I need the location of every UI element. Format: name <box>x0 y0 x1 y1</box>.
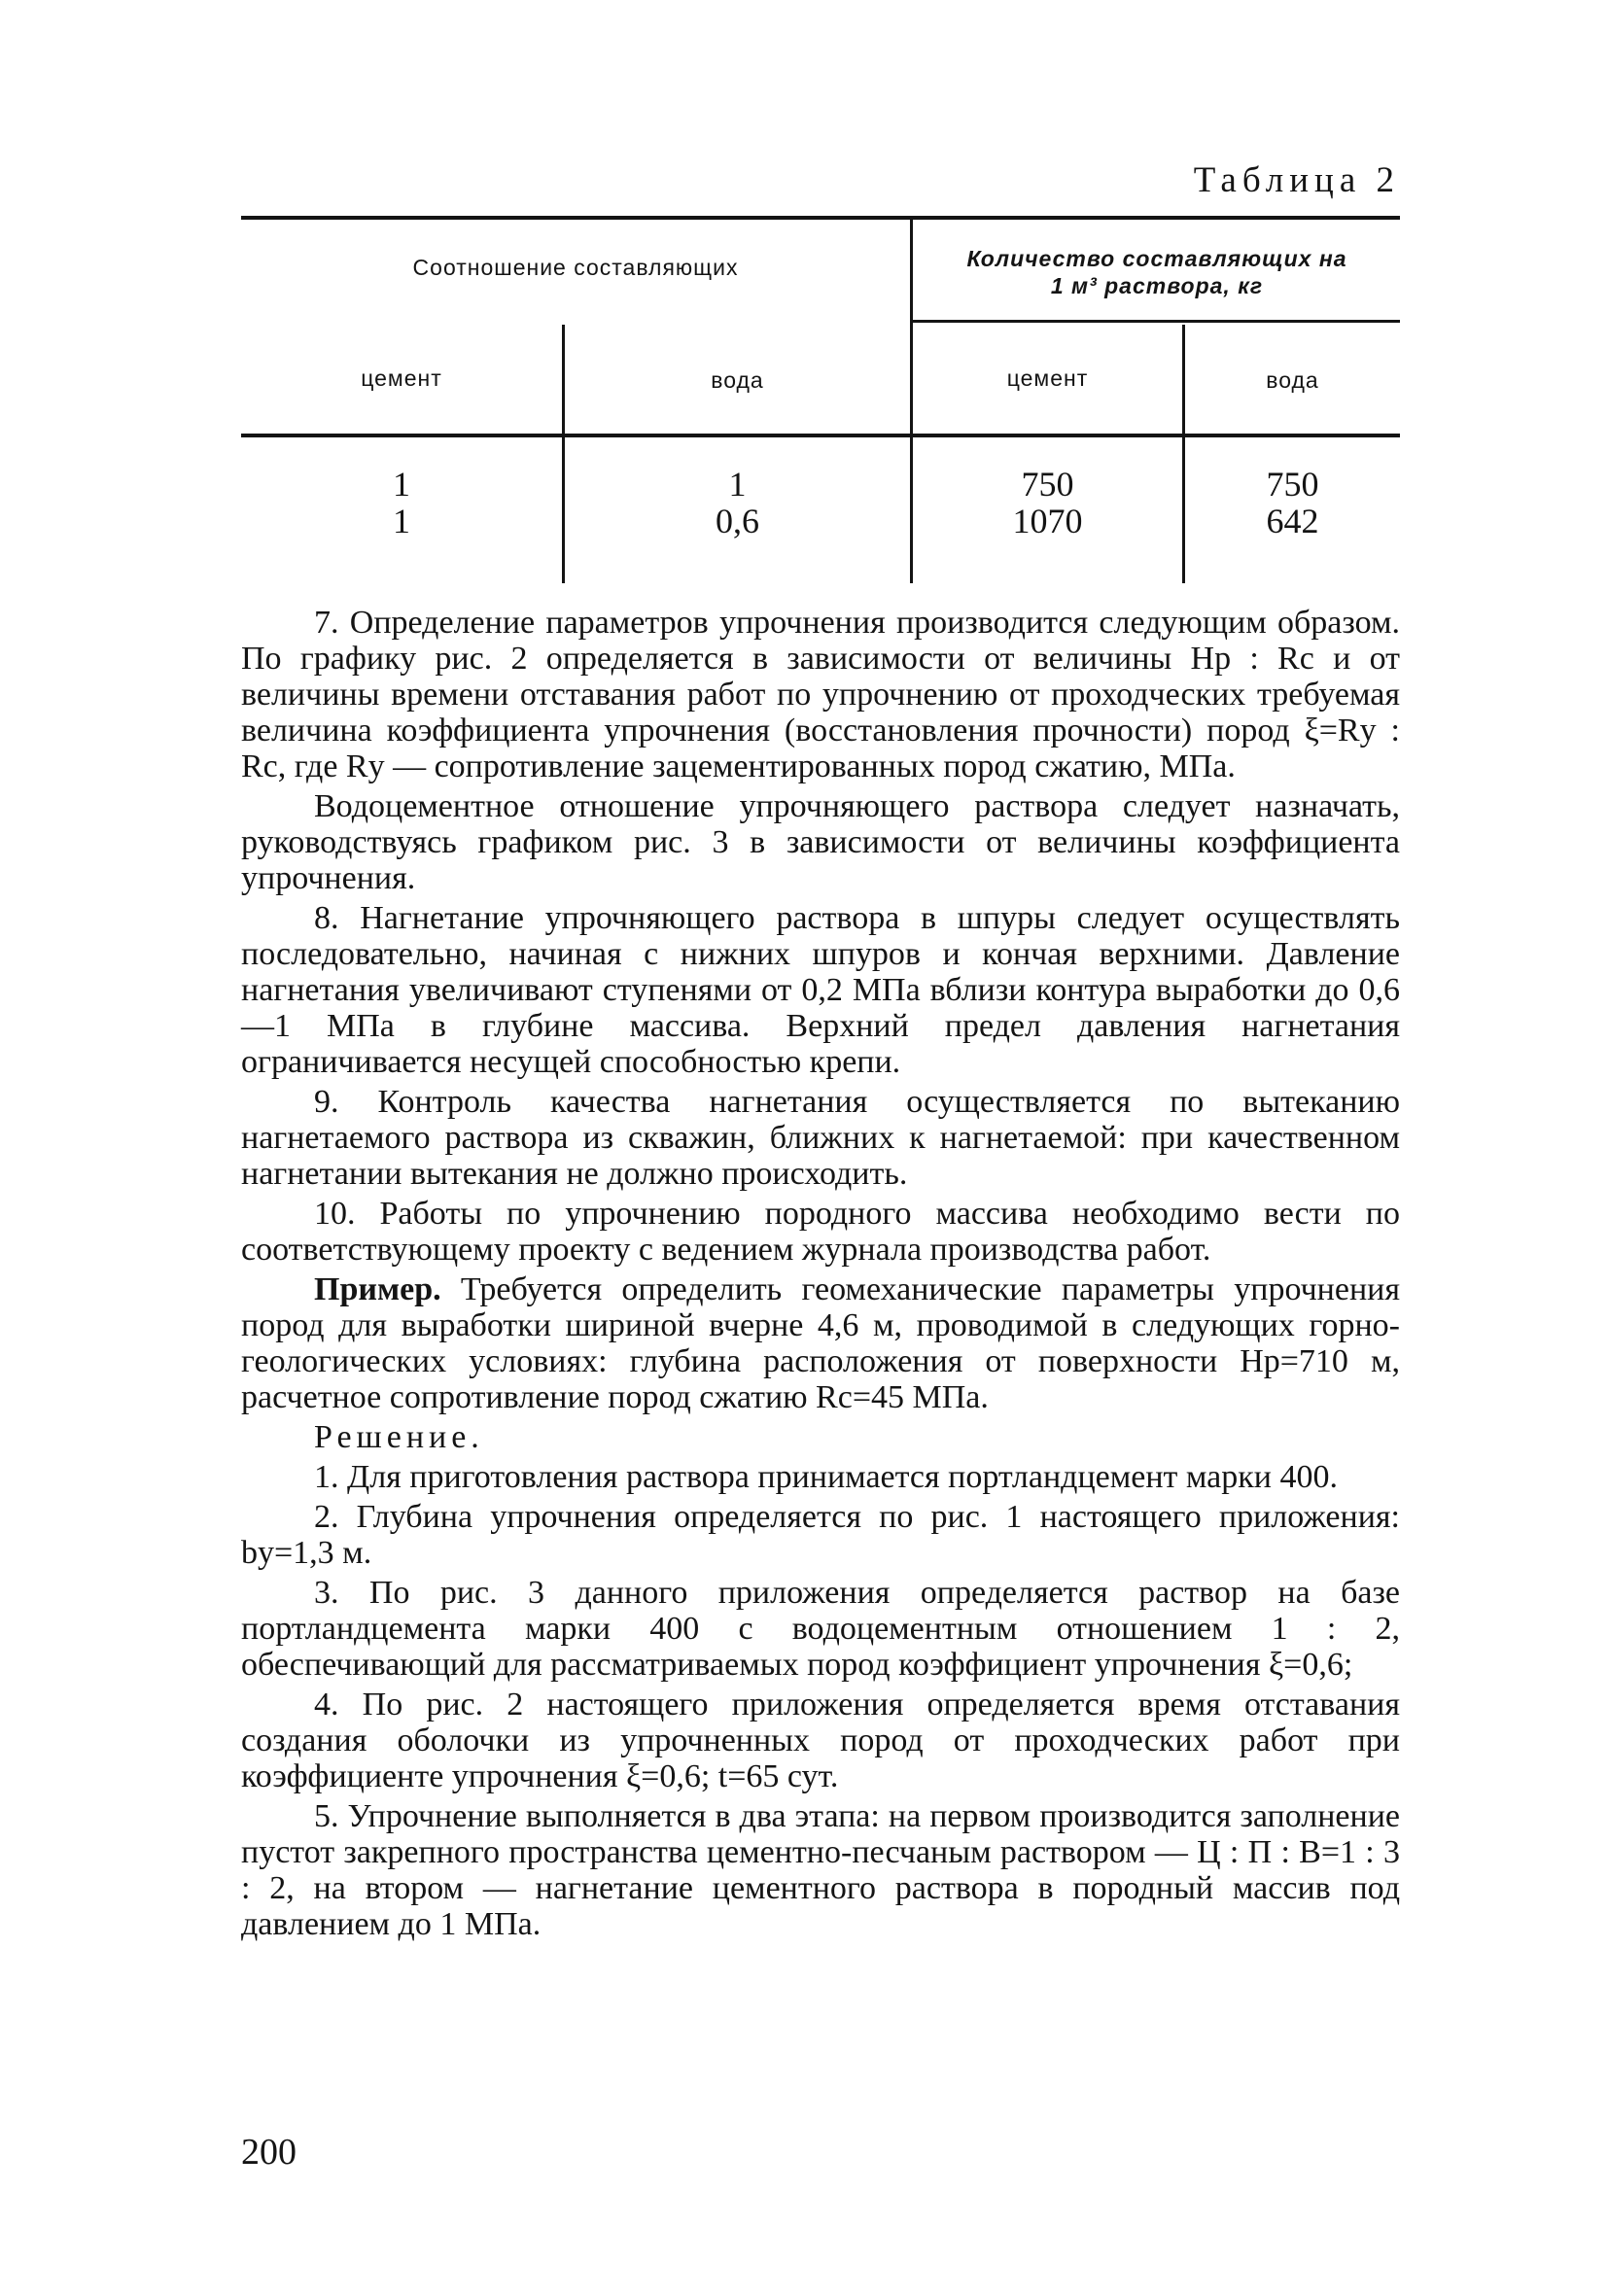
table-cell: 0,6 <box>716 502 759 540</box>
solution-step-2: 2. Глубина упрочнения определяется по рис. 1 настоящего приложения: bу=1,3 м. <box>241 1499 1400 1571</box>
paragraph-item-7: 7. Определение параметров упрочнения производится следующим образом. По графику рис. 2 определяется в зависимости от величины Hр : Rc и от величины времени отставания работ по упрочнению от проходческих требуемая величина коэффициента упрочнения (восстановления прочности) пород ξ=Rу : Rc, где Rу — сопротивление зацементированных пород сжатию, МПа. <box>241 605 1400 784</box>
example-paragraph <box>241 1271 1400 1415</box>
table-cell: 642 <box>1266 502 1319 540</box>
paragraph-water-cement: Водоцементное отношение упрочняющего раствора следует назначать, руководствуясь графиком рис. 3 в зависимости от величины коэффициента упрочнения. <box>241 788 1400 896</box>
header-group-quantity-line1: Количество составляющих на <box>966 246 1347 271</box>
table-cell: 1 <box>728 465 747 504</box>
example-label: Пример. <box>314 1271 441 1307</box>
subheader-water-1: вода <box>711 367 764 393</box>
body-text <box>241 605 1400 1946</box>
solution-heading: Решение. <box>314 1419 484 1455</box>
data-table <box>241 216 1400 585</box>
solution-step-5: 5. Упрочнение выполняется в два этапа: на первом производится заполнение пустот закрепного пространства цементно-песчаным раствором — Ц : П : В=1 : 3 : 2, на втором — нагнетание цементного раствора в породный массив под давлением до 1 МПа. <box>241 1798 1400 1942</box>
table-cell: 750 <box>1266 465 1319 504</box>
solution-step-1: 1. Для приготовления раствора принимается портландцемент марки 400. <box>314 1459 1338 1495</box>
paragraph-item-9: 9. Контроль качества нагнетания осуществляется по вытеканию нагнетаемого раствора из скважин, ближних к нагнетаемой: при качественном нагнетании вытекания не должно происходить. <box>241 1084 1400 1192</box>
paragraph-item-8: 8. Нагнетание упрочняющего раствора в шпуры следует осуществлять последовательно, начиная с нижних шпуров и кончая верхними. Давление нагнетания увеличивают ступенями от 0,2 МПа вблизи контура выработки до 0,6—1 МПа в глубине массива. Верхний предел давления нагнетания ограничивается несущей способностью крепи. <box>241 900 1400 1080</box>
table-caption: Таблица 2 <box>1193 160 1400 200</box>
table-cell: 1 <box>393 502 410 540</box>
table-header-bottom-rule <box>241 434 1400 437</box>
subheader-cement-2: цемент <box>1006 365 1089 391</box>
subheader-water-2: вода <box>1266 367 1319 393</box>
paragraph-item-10: 10. Работы по упрочнению породного массива необходимо вести по соответствующему проекту с ведением журнала производства работ. <box>241 1196 1400 1268</box>
table-cell: 1070 <box>1012 502 1083 540</box>
table-cell: 1 <box>393 465 410 504</box>
header-group-quantity-line2: 1 м³ раствора, кг <box>1050 273 1264 298</box>
table-header-group-rule <box>912 320 1400 323</box>
table-divider-left <box>562 325 565 583</box>
header-group-ratio: Соотношение составляющих <box>412 255 739 280</box>
table-top-rule <box>241 216 1400 220</box>
table-cell: 750 <box>1021 465 1074 504</box>
subheader-cement-1: цемент <box>361 365 442 391</box>
table-divider-right <box>1182 325 1185 583</box>
page-number: 200 <box>241 2132 297 2173</box>
solution-step-3: 3. По рис. 3 данного приложения определяется раствор на базе портландцемента марки 400 с водоцементным отношением 1 : 2, обеспечивающий для рассматриваемых пород коэффициент упрочнения ξ=0,6; <box>241 1575 1400 1683</box>
example-text: Требуется определить геомеханические параметры упрочнения пород для выработки шириной вчерне 4,6 м, проводимой в следующих горно-геологических условиях: глубина расположения от поверхности Hр=710 м, расчетное сопротивление пород сжатию Rc=45 МПа. <box>241 1271 1400 1415</box>
solution-step-4: 4. По рис. 2 настоящего приложения определяется время отставания создания оболочки из упрочненных пород от проходческих работ при коэффициенте упрочнения ξ=0,6; t=65 сут. <box>241 1687 1400 1794</box>
